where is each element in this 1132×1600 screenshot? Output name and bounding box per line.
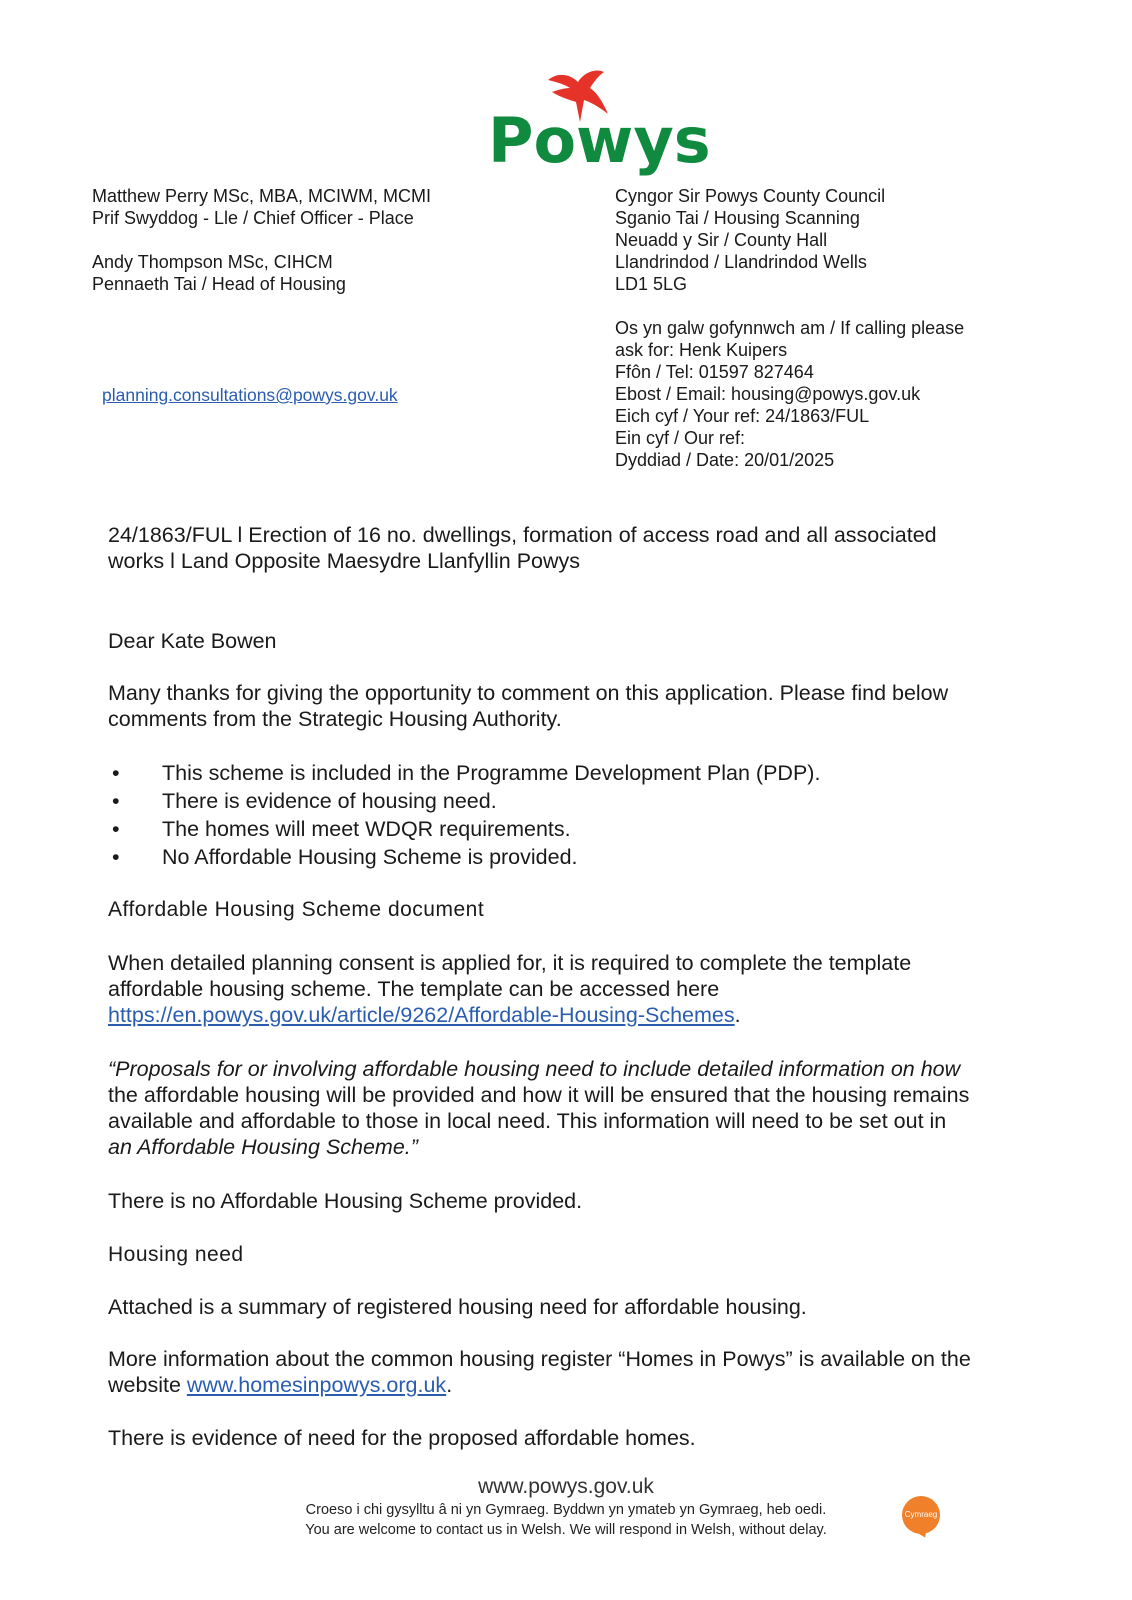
template-line-1: When detailed planning consent is applied for, it is required to complete the template (108, 951, 912, 975)
letter-date: Dyddiad / Date: 20/01/2025 (615, 450, 835, 470)
contact-tel: Ffôn / Tel: 01597 827464 (615, 362, 814, 382)
council-address (615, 185, 1055, 471)
list-item: • The homes will meet WDQR requirements. (112, 817, 571, 841)
intro-line-1: Many thanks for giving the opportunity to comment on this application. Please find below (108, 681, 949, 705)
recipient-email-link[interactable]: planning.consultations@powys.gov.uk (102, 385, 398, 405)
your-ref: Eich cyf / Your ref: 24/1863/FUL (615, 406, 870, 426)
our-ref: Ein cyf / Our ref: (615, 428, 746, 448)
list-item: • There is evidence of housing need. (112, 789, 497, 813)
building: Neuadd y Sir / County Hall (615, 230, 828, 250)
postcode: LD1 5LG (615, 274, 688, 294)
subject-line (108, 522, 1038, 574)
footer-website[interactable]: www.powys.gov.uk (478, 1475, 654, 1498)
homes-in-powys-link[interactable]: www.homesinpowys.org.uk (186, 1373, 447, 1397)
footer-welsh-line: Croeso i chi gysylltu â ni yn Gymraeg. Byddwn yn ymateb yn Gymraeg, heb oedi. (305, 1502, 827, 1518)
no-scheme-statement: There is no Affordable Housing Scheme provided. (108, 1189, 583, 1213)
heading-affordable-housing-scheme: Affordable Housing Scheme document (108, 898, 485, 921)
attached-summary: Attached is a summary of registered housing need for affordable housing. (108, 1295, 807, 1319)
list-item: • No Affordable Housing Scheme is provided. (112, 845, 578, 869)
department: Sganio Tai / Housing Scanning (615, 208, 860, 228)
evidence-statement: There is evidence of need for the proposed affordable homes. (108, 1426, 696, 1450)
contact-email: Ebost / Email: housing@powys.gov.uk (615, 384, 921, 404)
subject-line-1: 24/1863/FUL l Erection of 16 no. dwellings, formation of access road and all associated (108, 523, 937, 547)
council-name: Cyngor Sir Powys County Council (615, 186, 886, 206)
summary-bullets (108, 760, 1038, 872)
head-of-housing-title: Pennaeth Tai / Head of Housing (92, 274, 346, 294)
chief-officer-name: Matthew Perry MSc, MBA, MCIWM, MCMI (92, 186, 432, 206)
more-info-line-1: More information about the common housing register “Homes in Powys” is available on the (108, 1347, 971, 1371)
intro-paragraph (108, 680, 1038, 732)
quote-line-3: available and affordable to those in local need. This information will need to be set out in (108, 1109, 947, 1133)
list-item: • This scheme is included in the Programme Development Plan (PDP). (112, 761, 821, 785)
template-paragraph: When detailed planning consent is applied for, it is required to complete the template affordable housing scheme. The template can be accessed here https://en.powys.gov.uk/article/9262/Affordable-Housing-Schemes. (108, 950, 1038, 1028)
cymraeg-badge-icon: Cymraeg (902, 1496, 940, 1534)
logo-wordmark: Powys (488, 104, 711, 177)
quote-line-1: “Proposals for or involving affordable housing need to include detailed information on how (108, 1057, 961, 1081)
more-info-paragraph: More information about the common housing register “Homes in Powys” is available on the website www.homesinpowys.org.uk. (108, 1346, 1038, 1398)
affordable-housing-schemes-link[interactable]: https://en.powys.gov.uk/article/9262/Affordable-Housing-Schemes (108, 1003, 735, 1027)
policy-quote (108, 1056, 1038, 1160)
head-of-housing-name: Andy Thompson MSc, CIHCM (92, 252, 333, 272)
heading-housing-need: Housing need (108, 1243, 244, 1266)
quote-line-4: an Affordable Housing Scheme.” (108, 1135, 418, 1159)
contact-ask-line1: Os yn galw gofynnwch am / If calling please (615, 318, 965, 338)
town: Llandrindod / Llandrindod Wells (615, 252, 867, 272)
powys-logo (488, 66, 711, 186)
quote-line-2: the affordable housing will be provided and how it will be ensured that the housing remains (108, 1083, 970, 1107)
greeting: Dear Kate Bowen (108, 629, 277, 653)
intro-line-2: comments from the Strategic Housing Authority. (108, 707, 562, 731)
chief-officer-title: Prif Swyddog - Lle / Chief Officer - Place (92, 208, 414, 228)
contact-ask-line2: ask for: Henk Kuipers (615, 340, 788, 360)
subject-line-2: works l Land Opposite Maesydre Llanfyllin Powys (108, 549, 581, 573)
footer-english-line: You are welcome to contact us in Welsh. We will respond in Welsh, without delay. (305, 1522, 827, 1538)
sender-details (92, 185, 512, 295)
template-line-2: affordable housing scheme. The template can be accessed here (108, 977, 720, 1001)
